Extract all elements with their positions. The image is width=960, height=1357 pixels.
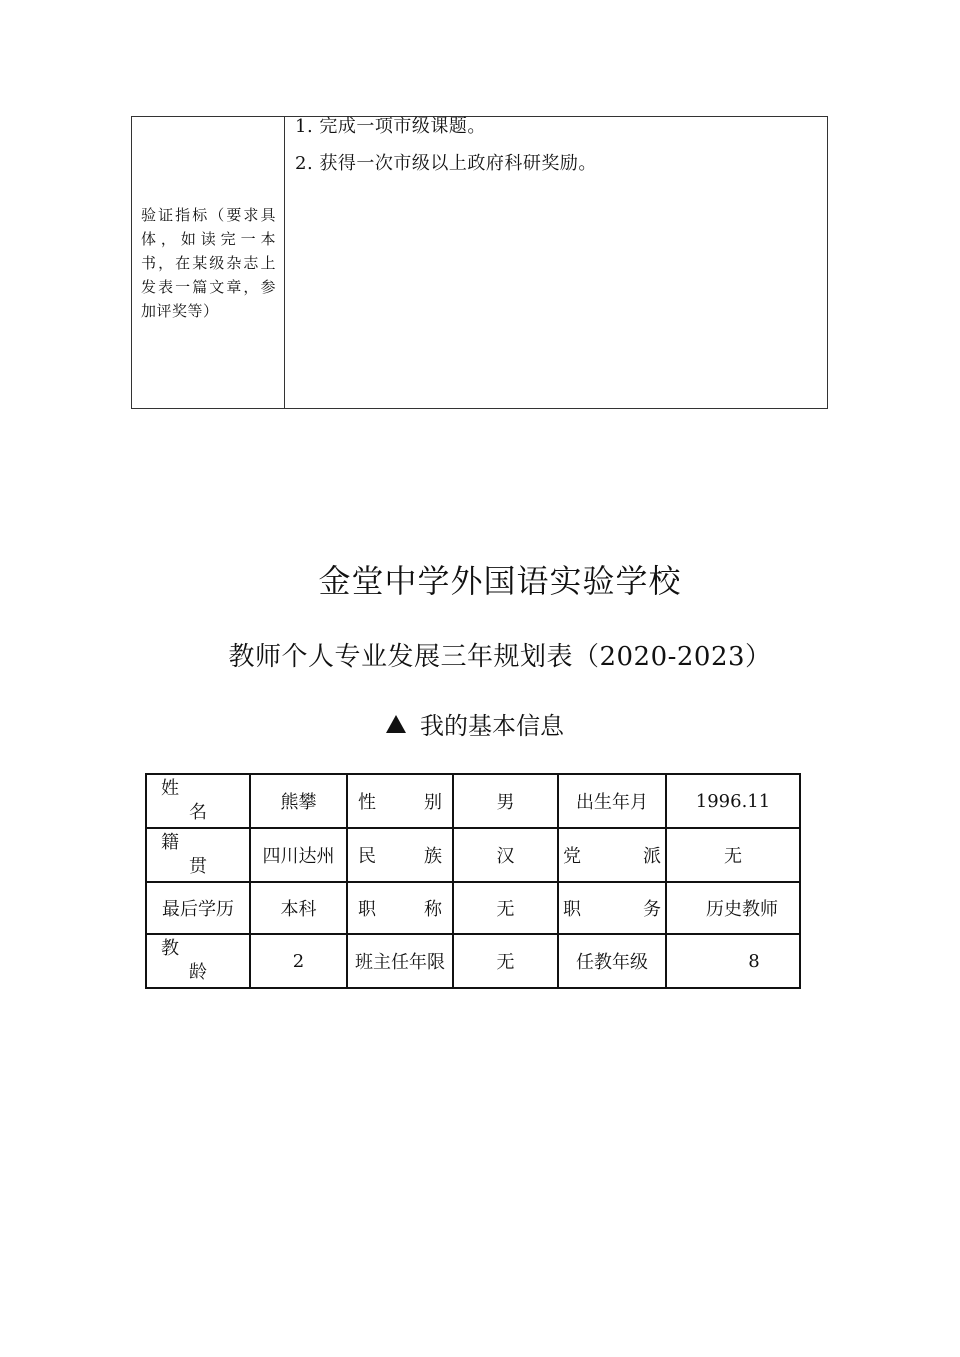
label-headteacher-years: 班主任年限: [347, 934, 453, 988]
verification-label: 验证指标（要求具体，如读完一本书，在某级杂志上发表一篇文章，参加评奖等）: [132, 117, 285, 408]
form-subtitle: 教师个人专业发展三年规划表（2020-2023）: [228, 642, 772, 672]
triangle-icon: [386, 715, 406, 733]
label-name: 姓 名: [146, 774, 250, 828]
value-name: 熊攀: [250, 774, 347, 828]
label-teaching-years: 教 龄: [146, 934, 250, 988]
label-education: 最后学历: [146, 882, 250, 934]
verification-item: 1. 完成一项市级课题。: [295, 116, 486, 137]
label-title: 职 称: [347, 882, 453, 934]
label-ethnicity: 民 族: [347, 828, 453, 882]
value-gender: 男: [453, 774, 558, 828]
section-title: 我的基本信息: [420, 712, 564, 740]
table-row: [146, 934, 800, 988]
label-grade: 任教年级: [558, 934, 666, 988]
value-education: 本科: [250, 882, 347, 934]
value-ethnicity: 汉: [453, 828, 558, 882]
value-headteacher-years: 无: [453, 934, 558, 988]
value-title: 无: [453, 882, 558, 934]
verification-item: 2. 获得一次市级以上政府科研奖励。: [295, 153, 597, 174]
value-position: 历史教师: [666, 882, 800, 934]
label-position: 职 务: [558, 882, 666, 934]
label-native-place: 籍 贯: [146, 828, 250, 882]
label-gender: 性 别: [347, 774, 453, 828]
verification-items: [285, 117, 827, 408]
value-grade: 8: [666, 934, 800, 988]
table-row: [146, 774, 800, 828]
value-native-place: 四川达州: [250, 828, 347, 882]
section-heading: [386, 706, 564, 741]
label-birth: 出生年月: [558, 774, 666, 828]
value-party: 无: [666, 828, 800, 882]
table-row: [146, 882, 800, 934]
verification-table: [131, 116, 828, 409]
basic-info-table: [145, 773, 801, 989]
value-birth: 1996.11: [666, 774, 800, 828]
school-title: 金堂中学外国语实验学校: [318, 562, 682, 600]
label-party: 党 派: [558, 828, 666, 882]
table-row: [146, 828, 800, 882]
value-teaching-years: 2: [250, 934, 347, 988]
